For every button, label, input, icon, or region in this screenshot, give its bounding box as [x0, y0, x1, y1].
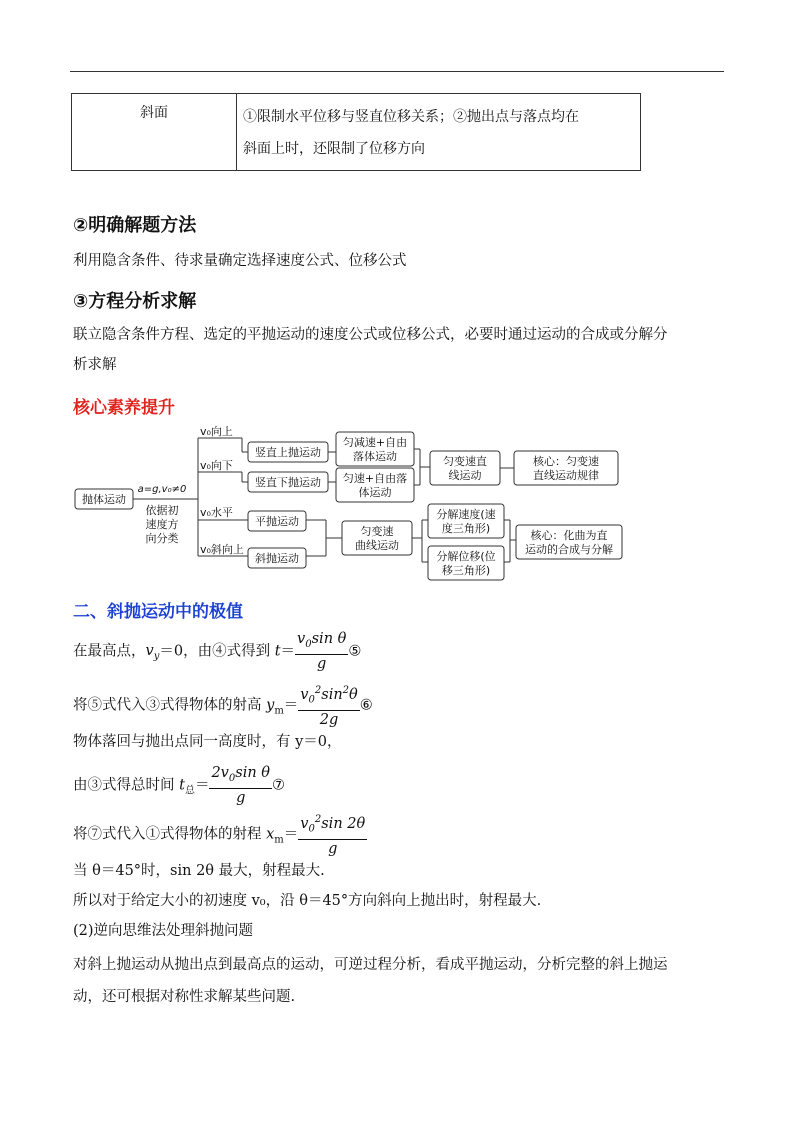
core-literacy-heading: 核心素养提升 [73, 398, 175, 418]
text: 将⑦式代入①式得物体的射程 [73, 826, 267, 843]
equation-line-5: 将⑦式代入①式得物体的射程 $x_m=$ $\frac{v_0^2\sin 2\theta}{g}$ [73, 811, 367, 858]
diagram-root-label: 抛体运动 [82, 493, 126, 506]
branch-label: v₀水平 [200, 506, 233, 519]
decomp-displacement: 分解位移(位 [436, 550, 496, 563]
box-horizontal: 平抛运动 [255, 515, 299, 528]
paragraph: 联立隐含条件方程、选定的平抛运动的速度公式或位移公式，必要时通过运动的合成或分解分 [73, 327, 668, 343]
text: 在最高点， [73, 643, 146, 660]
paragraph: (2)逆向思维法处理斜抛问题 [73, 923, 254, 939]
down-detail: 体运动 [358, 486, 392, 499]
table-cell-label: 斜面 [72, 94, 237, 171]
info-table [71, 93, 641, 171]
decomp-velocity: 分解速度(速 [436, 508, 496, 521]
paragraph: 当 θ＝45°时，sin 2θ 最大，射程最大. [73, 863, 325, 879]
core-2: 核心：化曲为直 [530, 529, 608, 542]
fraction: $\frac{v_0^2\sin 2\theta}{g}$ [298, 811, 367, 858]
core-1: 核心：匀变速 [533, 455, 599, 468]
branch-label: v₀向下 [200, 459, 233, 472]
uniform-curve: 匀变速 [360, 525, 394, 538]
section-heading: ③方程分析求解 [73, 291, 197, 312]
text: ⑤ [348, 643, 362, 660]
up-detail: 落体运动 [353, 450, 397, 463]
uniform-line: 线运动 [448, 469, 482, 482]
diagram-basis-1: 依据初 [145, 504, 179, 517]
down-detail: 匀速+自由落 [342, 472, 408, 485]
part2-heading: 二、斜抛运动中的极值 [73, 602, 243, 622]
box-vertical-up: 竖直上抛运动 [255, 446, 321, 459]
paragraph: 动，还可根据对称性求解某些问题. [73, 989, 296, 1005]
desc-line: 斜面上时，还限制了位移方向 [243, 141, 425, 157]
paragraph: 所以对于给定大小的初速度 v₀，沿 θ＝45°方向斜向上抛出时，射程最大. [73, 893, 542, 909]
branch-label: v₀向上 [200, 425, 233, 438]
text: 将⑤式代入③式得物体的射高 [73, 697, 267, 714]
uniform-line: 匀变速直 [443, 455, 487, 468]
diagram-basis-3: 向分类 [145, 532, 179, 545]
table-row [72, 94, 641, 171]
decomp-velocity: 度三角形) [441, 522, 491, 535]
paragraph: 对斜上抛运动从抛出点到最高点的运动，可逆过程分析，看成平抛运动，分析完整的斜上抛运 [73, 957, 668, 973]
desc-line: ①限制水平位移与竖直位移关系；②抛出点与落点均在 [243, 109, 579, 125]
header-rule [70, 71, 724, 72]
text: 由③式得总时间 [73, 777, 180, 794]
core-2: 运动的合成与分解 [525, 543, 613, 556]
paragraph: 利用隐含条件、待求量确定选择速度公式、位移公式 [73, 253, 407, 269]
equation-line-4: 由③式得总时间 $t_总=$ $\frac{2v_0\sin \theta}{g}$ ⑦ [73, 765, 286, 806]
branch-label: v₀斜向上 [200, 543, 244, 556]
fraction: $\frac{2v_0\sin \theta}{g}$ [211, 765, 271, 806]
table-cell-desc [237, 94, 641, 171]
paragraph: 物体落回与抛出点同一高度时，有 y＝0， [73, 734, 342, 750]
classification-diagram [70, 422, 626, 584]
paragraph: 析求解 [73, 357, 117, 373]
equation-line-2: 将⑤式代入③式得物体的射高 $y_m=$ $\frac{v_0^2\sin^2\theta}{2g}$ ⑥ [73, 682, 373, 729]
core-1: 直线运动规律 [533, 469, 599, 482]
box-vertical-down: 竖直下抛运动 [255, 476, 321, 489]
decomp-displacement: 移三角形) [441, 564, 491, 577]
equation-line-1: 在最高点，$v_y=0$，由④式得到 t＝ $\frac{v_0\sin \theta}{g}$ ⑤ [73, 631, 362, 672]
diagram-cond: a=g,v₀≠0 [137, 484, 187, 495]
text: ⑦ [272, 777, 286, 794]
fraction: $\frac{v_0^2\sin^2\theta}{2g}$ [298, 682, 359, 729]
text: ⑥ [359, 697, 373, 714]
box-oblique: 斜抛运动 [255, 552, 299, 565]
up-detail: 匀减速+自由 [342, 436, 408, 449]
text: ＝0，由④式得到 [159, 643, 275, 660]
uniform-curve: 曲线运动 [355, 539, 399, 552]
diagram-basis-2: 速度方 [145, 518, 179, 531]
section-heading: ②明确解题方法 [73, 215, 197, 236]
fraction: $\frac{v_0\sin \theta}{g}$ [297, 631, 347, 672]
